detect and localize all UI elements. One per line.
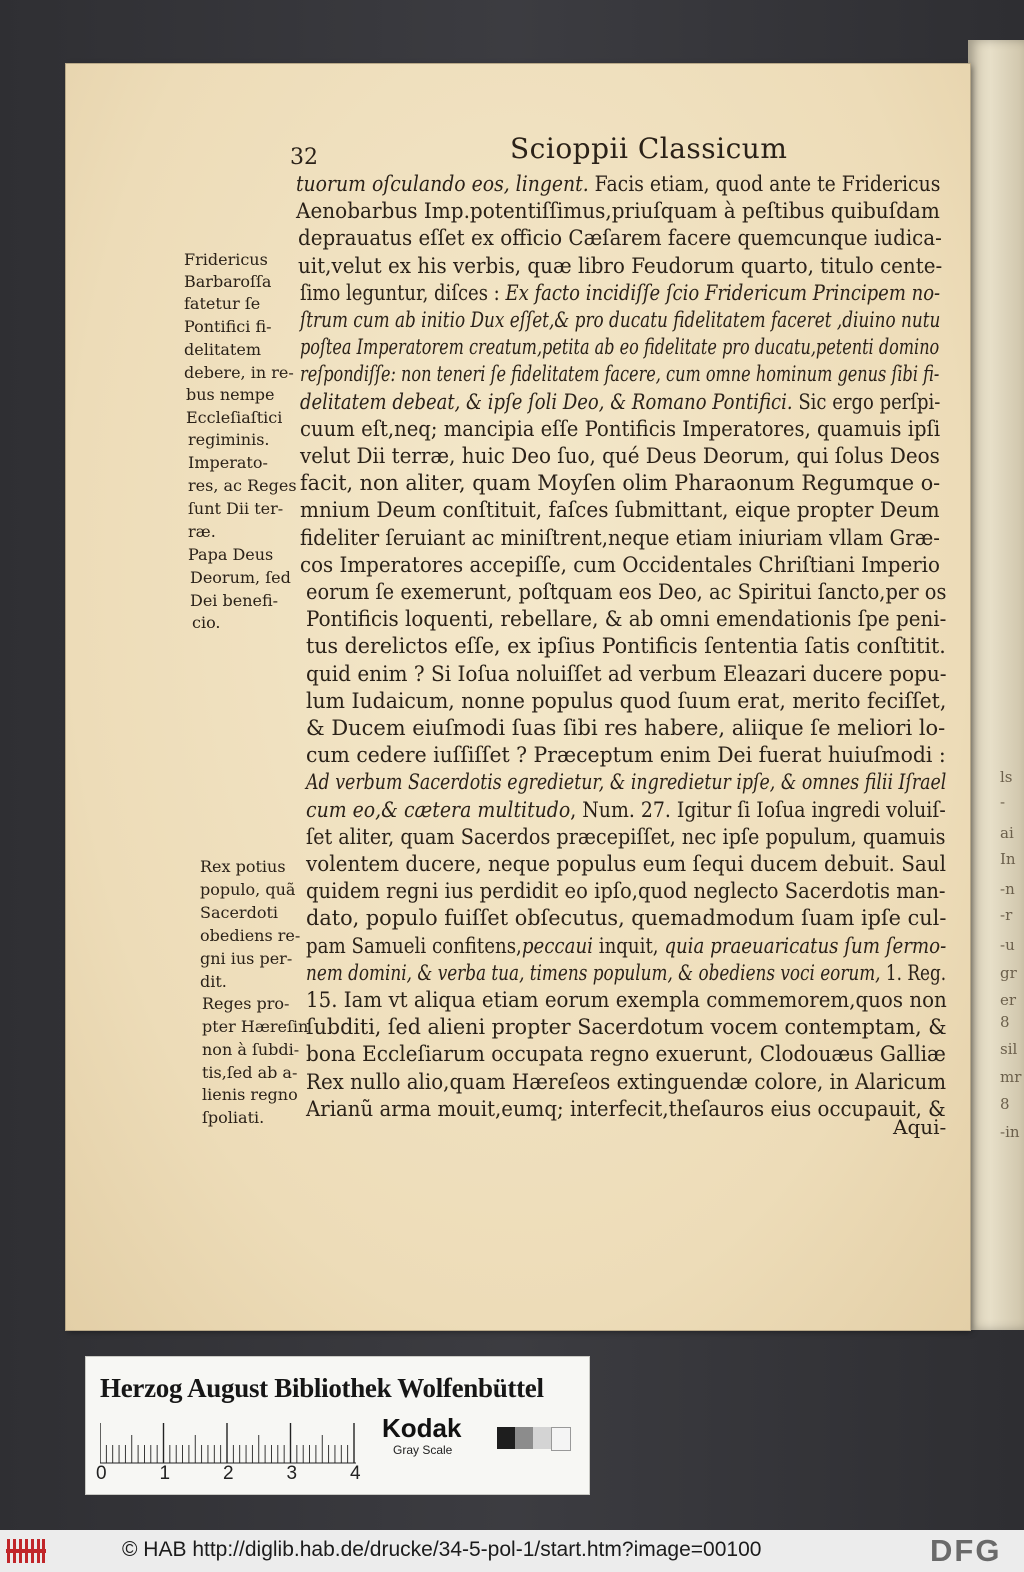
edge-text-fragment: -r xyxy=(1000,908,1013,923)
text-line xyxy=(306,934,946,958)
text-line xyxy=(306,770,946,794)
text-line xyxy=(300,498,940,522)
gray-patch xyxy=(515,1427,533,1449)
text-segment: lum Iudaicum, nonne populus quod ſuum erat, merito feciſſet, xyxy=(306,688,947,713)
margin-note-line: dit. xyxy=(200,972,227,991)
text-line xyxy=(306,716,945,740)
text-segment: 1. Reg. xyxy=(880,960,947,985)
italic-segment: reſpondiſſe: non teneri ſe fidelitatem facere, cum omne hominum genus ſibi fi- xyxy=(300,362,940,387)
margin-note-line: cio. xyxy=(192,613,221,632)
text-line xyxy=(298,226,942,250)
margin-note-line: lienis regno xyxy=(202,1085,298,1104)
text-segment: deprauatus eſſet ex officio Cæſarem facere quemcunque iudica- xyxy=(298,226,942,251)
text-segment: velut Dii terræ, huic Deo ſuo, qué Deus Deorum, qui ſolus Deos xyxy=(300,444,940,468)
text-segment: dato, populo fuiſſet obſecutus, quemadmodum ſuam ipſe cul- xyxy=(306,906,947,931)
margin-note-line: bus nempe xyxy=(186,385,275,404)
italic-segment: cum eo,& cætera multitudo xyxy=(306,797,571,822)
edge-text-fragment: ls xyxy=(1000,770,1013,785)
margin-note-line: Papa Deus xyxy=(188,545,274,564)
text-segment: ſet aliter, quam Sacerdos præcepiſſet, nec ipſe populum, quamuis xyxy=(306,824,946,849)
text-segment: inquit, xyxy=(592,933,665,958)
text-line xyxy=(300,308,940,332)
italic-segment: nem domini, & verba tua, timens populum, & obediens voci eorum, xyxy=(306,960,881,985)
text-segment: Rex nullo alio,quam Hæreſeos extinguendæ colore, in Alaricum xyxy=(306,1069,947,1094)
text-line xyxy=(306,607,946,631)
text-line xyxy=(306,1042,946,1066)
gray-patch xyxy=(551,1427,571,1451)
margin-note-line: populo, quã xyxy=(200,880,296,899)
text-segment: facit, non aliter, quam Moyſen olim Pharaonum Regumque o- xyxy=(300,471,941,496)
text-segment: uit,velut ex his verbis, quæ libro Feudorum quarto, titulo cente- xyxy=(298,253,943,278)
kodak-gray-scale-label: Gray Scale xyxy=(393,1443,453,1457)
edge-text-fragment: -u xyxy=(1000,938,1015,953)
text-line xyxy=(300,526,940,550)
text-segment: tus derelictos eſſe, ex ipſius Pontificis ſententia ſatis conſtitit. xyxy=(306,634,946,659)
text-line xyxy=(296,172,940,196)
text-line xyxy=(306,879,946,903)
text-segment: Sic ergo perſpi- xyxy=(792,389,941,414)
edge-text-fragment: -in xyxy=(1000,1125,1020,1140)
hab-logo-icon xyxy=(6,1536,46,1566)
text-line xyxy=(306,689,946,713)
text-segment: bona Eccleſiarum occupata regno exuerunt, Clodouæus Galliæ xyxy=(306,1042,946,1067)
italic-segment: delitatem debeat, & ipſe ſoli Deo, & Romano Pontifici. xyxy=(300,389,793,414)
margin-note-line: ſunt Dii ter- xyxy=(188,499,284,518)
margin-note-line: non à ſubdi- xyxy=(202,1040,300,1059)
margin-note-line: tis,ſed ab a- xyxy=(202,1063,298,1082)
running-head: Scioppii Classicum xyxy=(510,132,788,165)
ruler-number: 4 xyxy=(350,1463,361,1484)
italic-segment: peccaui xyxy=(521,933,593,958)
text-segment: eorum ſe exemerunt, poſtquam eos Deo, ac Spiritui ſancto,per os xyxy=(306,580,947,604)
margin-note-line: Reges pro- xyxy=(202,994,290,1013)
text-line xyxy=(306,1070,946,1094)
margin-note-line: pter Hæreſin xyxy=(202,1017,309,1036)
italic-segment: ſtrum cum ab initio Dux eſſet,& pro ducatu fidelitatem faceret ,diuino nutu xyxy=(300,308,941,332)
page-number: 32 xyxy=(290,145,318,170)
text-line xyxy=(306,1097,946,1121)
text-segment: cos Imperatores accepiſſe, cum Occidentales Chriſtiani Imperio xyxy=(300,552,940,577)
edge-text-fragment: er xyxy=(1000,993,1017,1008)
text-line xyxy=(306,906,946,930)
text-line xyxy=(300,390,940,414)
edge-text-fragment: -n xyxy=(1000,882,1015,897)
gray-patch xyxy=(497,1427,515,1449)
text-line xyxy=(300,553,940,577)
italic-segment: quia praeuaricatus ſum ſermo- xyxy=(664,933,947,958)
text-segment: cum cedere iuſſiſſet ? Præceptum enim Dei fuerat huiuſmodi : xyxy=(306,743,946,768)
text-segment: quid enim ? Si Ioſua noluiſſet ad verbum Eleazari ducere popu- xyxy=(306,661,947,686)
text-line xyxy=(306,825,946,849)
text-segment: fideliter ſeruiant ac miniſtrent,neque etiam iniuriam vllam Græ- xyxy=(300,525,940,550)
italic-segment: Ad verbum Sacerdotis egredietur, & ingredietur ipſe, & omnes filii Iſrael xyxy=(306,770,947,795)
text-segment: Arianũ arma mouit,eumq; interfecit,theſauros eius occupauit, & xyxy=(306,1096,946,1121)
text-segment: 15. Iam vt aliqua etiam eorum exempla commemorem,quos non xyxy=(306,988,947,1012)
italic-segment: Ex facto incidiſſe ſcio Fridericum Principem no- xyxy=(505,280,941,305)
text-segment: mnium Deum conſtituit, faſces ſubmittant, eique propter Deum xyxy=(300,498,940,523)
ruler-number: 1 xyxy=(159,1463,171,1484)
edge-text-fragment: 8 xyxy=(1000,1097,1010,1112)
margin-note-line: Imperato- xyxy=(188,453,268,472)
margin-note-line: debere, in re- xyxy=(184,363,294,382)
text-line xyxy=(298,254,942,278)
margin-note-line: Barbaroſſa xyxy=(184,272,272,291)
text-line xyxy=(296,199,940,223)
italic-segment: tuorum oſculando eos, lingent. xyxy=(296,172,589,196)
library-color-card xyxy=(85,1356,590,1495)
text-line xyxy=(306,662,947,686)
text-segment: Pontificis loquenti, rebellare, & ab omni emendationis ſpe peni- xyxy=(306,607,947,632)
text-segment: , Num. 27. Igitur ſi Ioſua ingredi voluiſ- xyxy=(570,797,946,822)
text-segment: & Ducem eiuſmodi ſuas ſibi res habere, aliique ſe meliori lo- xyxy=(306,716,946,740)
text-segment: pam Samueli confitens, xyxy=(306,933,522,958)
library-name: Herzog August Bibliothek Wolfenbüttel xyxy=(100,1373,544,1403)
kodak-logo: Kodak xyxy=(382,1413,462,1443)
text-line xyxy=(300,444,940,468)
text-segment: volentem ducere, neque populus eum ſequi ducem debuit. Saul xyxy=(306,852,947,876)
text-segment: ſubditi, ſed alieni propter Sacerdotum vocem contemptam, & xyxy=(306,1015,947,1040)
viewer-footer-bar xyxy=(0,1530,1024,1572)
ruler-scale xyxy=(100,1421,370,1465)
text-line xyxy=(300,417,940,441)
dfg-logo: DFG xyxy=(930,1533,1002,1568)
edge-text-fragment: In xyxy=(1000,852,1016,867)
text-line xyxy=(306,798,946,822)
margin-note-line: obediens re- xyxy=(200,926,301,945)
ruler-number: 0 xyxy=(96,1463,107,1484)
edge-text-fragment: gr xyxy=(1000,966,1017,981)
text-line xyxy=(306,634,946,658)
edge-text-fragment: ai xyxy=(1000,826,1014,841)
margin-note-line: ſpoliati. xyxy=(202,1108,265,1127)
edge-text-fragment: 8 xyxy=(1000,1015,1010,1030)
text-segment: quidem regni ius perdidit eo ipſo,quod neglecto Sacerdotis man- xyxy=(306,879,946,904)
text-line xyxy=(306,1015,947,1039)
text-line xyxy=(300,471,940,495)
margin-note-line: Eccleſiaſtici xyxy=(186,408,283,427)
text-line xyxy=(300,335,939,359)
edge-text-fragment: mr xyxy=(1000,1070,1022,1085)
margin-note-line: Rex potius xyxy=(200,857,286,876)
text-segment: cuum eſt,neq; mancipia eſſe Pontificis Imperatores, quamuis ipſi xyxy=(300,416,941,441)
margin-note-line: Sacerdoti xyxy=(200,903,278,922)
margin-note-line: Fridericus xyxy=(184,250,268,269)
margin-note-line: gni ius per- xyxy=(200,949,293,968)
italic-segment: poſtea Imperatorem creatum,petita ab eo fidelitate pro ducatu,petenti domino xyxy=(300,335,940,360)
gray-patch xyxy=(533,1427,551,1449)
copyright-url[interactable]: © HAB http://diglib.hab.de/drucke/34-5-pol-1/start.htm?image=00100 xyxy=(122,1538,762,1561)
margin-note-line: Deorum, ſed xyxy=(190,568,291,587)
text-line xyxy=(306,961,946,985)
text-line xyxy=(306,852,946,876)
ruler-number: 3 xyxy=(286,1463,298,1484)
margin-note-line: fatetur ſe xyxy=(184,294,261,313)
text-line xyxy=(300,281,940,305)
margin-note-line: res, ac Reges xyxy=(188,476,297,495)
text-segment: ſimo leguntur, diſces : xyxy=(300,280,506,305)
edge-text-fragment: sil xyxy=(1000,1042,1018,1057)
text-line xyxy=(306,580,946,604)
margin-note-line: delitatem xyxy=(184,340,261,359)
edge-text-fragment: - xyxy=(1000,795,1006,810)
margin-note-line: regiminis. xyxy=(188,430,270,449)
margin-note-line: Dei benefi- xyxy=(190,591,279,610)
margin-note-line: ræ. xyxy=(188,522,216,541)
text-line xyxy=(306,743,946,767)
text-segment: Aenobarbus Imp.potentiſſimus,priuſquam à peſtibus quibuſdam xyxy=(296,199,940,224)
text-line xyxy=(306,988,947,1012)
text-segment: Facis etiam, quod ante te Fridericus xyxy=(588,172,941,196)
margin-note-line: Pontifici fi- xyxy=(184,317,272,336)
text-line xyxy=(300,362,939,386)
ruler-number: 2 xyxy=(223,1463,234,1484)
catchword: Aqui- xyxy=(893,1115,947,1139)
gray-scale-patches xyxy=(497,1427,571,1449)
